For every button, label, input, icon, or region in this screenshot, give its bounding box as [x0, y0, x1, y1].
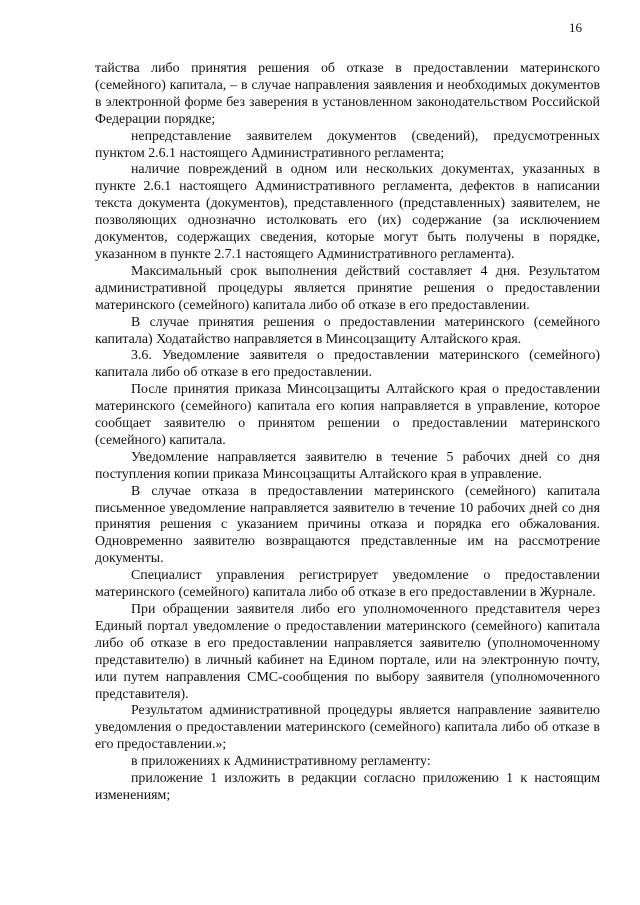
paragraph: тайства либо принятия решения об отказе в предоставлении материнского (семейного) капитала, – в случае направления заявления и необходимых документов в электронной форме без заверения в установленном законодательством Российской Федерации порядке; [95, 61, 600, 127]
paragraph: В случае отказа в предоставлении материнского (семейного) капитала письменное уведомление направляется заявителю в течение 10 рабочих дней со дня принятия решения с указанием причины отказа и порядка его обжалования. Одновременно заявителю возвращаются представленные им на рассмотрение документы. [95, 483, 600, 567]
paragraph: Результатом административной процедуры является направление заявителю уведомления о предоставлении материнского (семейного) капитала либо об отказе в его предоставлении.»; [95, 703, 600, 753]
paragraph: приложение 1 изложить в редакции согласно приложению 1 к настоящим изменениям; [95, 771, 600, 803]
paragraph: Максимальный срок выполнения действий составляет 4 дня. Результатом административной процедуры является принятие решения о предоставлении материнского (семейного) капитала либо об отказе в его предоставлении. [95, 263, 600, 313]
page-number: 16 [569, 20, 582, 35]
paragraph: Специалист управления регистрирует уведомление о предоставлении материнского (семейного) капитала либо об отказе в его предоставлении в Журнале. [95, 568, 600, 601]
paragraph: в приложениях к Административному регламенту: [131, 754, 431, 770]
paragraph: После принятия приказа Минсоцзащиты Алтайского края о предоставлении материнского (семейного) капитала его копия направляется в управление, которое сообщает заявителю о принятом решении о предоставлении материнского (семейного) капитала. [95, 382, 600, 448]
paragraph: наличие повреждений в одном или нескольких документах, указанных в пункте 2.6.1 настоящего Административного регламента, дефектов в написании текста документа (документов), представленного (представленных) заявителем, не позволяющих однозначно истолковать его (их) содержание (за исключением документов, содержащих сведения, которые могут быть получены в порядке, указанном в пункте 2.7.1 настоящего Административного регламента). [95, 162, 600, 262]
paragraph: Уведомление направляется заявителю в течение 5 рабочих дней со дня поступления копии приказа Минсоцзащиты Алтайского края в управление. [95, 449, 600, 482]
paragraph: 3.6. Уведомление заявителя о предоставлении материнского (семейного) капитала либо об отказе в его предоставлении. [95, 348, 600, 381]
paragraph: В случае принятия решения о предоставлении материнского (семейного капитала) Ходатайство направляется в Минсоцзащиту Алтайского края. [95, 314, 600, 347]
document-body [95, 61, 600, 805]
paragraph: непредставление заявителем документов (сведений), предусмотренных пунктом 2.6.1 настоящего Административного регламента; [95, 128, 600, 161]
paragraph: При обращении заявителя либо его уполномоченного представителя через Единый портал уведомление о предоставлении материнского (семейного) капитала либо об отказе в его предоставлении направляется заявителю (уполномоченному представителю) в личный кабинет на Едином портале, или на электронную почту, или путем направления СМС-сообщения по выбору заявителя (уполномоченного представителя). [95, 602, 600, 702]
